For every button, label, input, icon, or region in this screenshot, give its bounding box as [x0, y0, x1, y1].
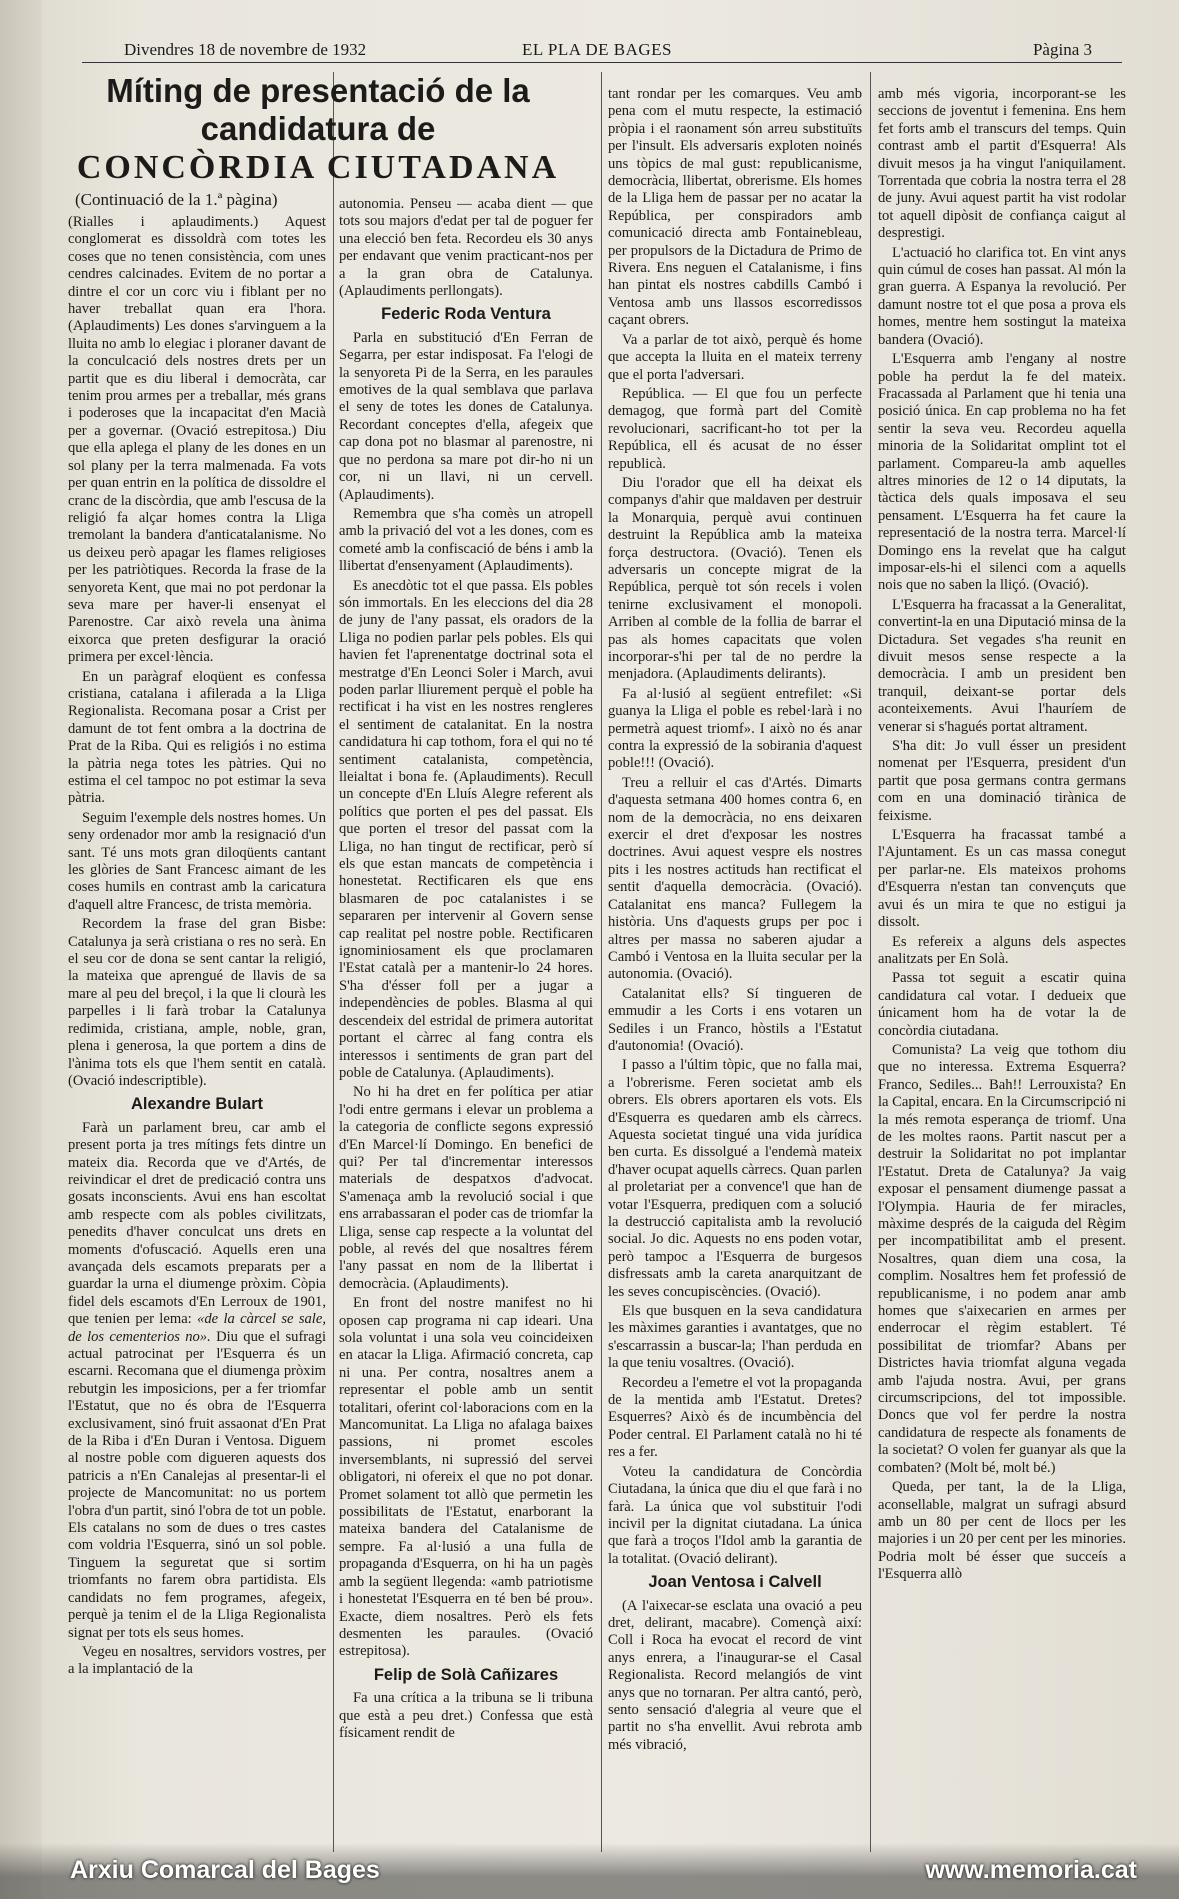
paragraph-text: Farà un parlament breu, car amb el present porta ja tres mítings fets dintre un mateix dia. Recorda que ve d'Artés, de reivindicar el dret de predicació contra uns gosats inconscients. Avui ens han escoltat amb respecte com als pobles civilitzats, penedits d'haver conculcat uns drets en moments d'ofuscació. Aquells eren una avançada dels escamots preparats per a guardar la urna el diumenge pròxim. Còpia fidel dels escamots d'En Lerroux de 1901, que tenien per lema: — [68, 1119, 326, 1328]
paragraph: Diu l'orador que ell ha deixat els companys d'ahir que maldaven per destruir la Monarquia, perquè avui continuen destruint la República amb la mateixa força destructora. (Ovació). Tenen els adversaris un concepte migrat de la República, perquè tot són recels i volen tenirne exclusivament el monopoli. Arriben al comble de la follia de barrar el pas als homes capacitats que volen incorporar-s'hi per tal de no perdre la menjadora. (Aplaudiments delirants). — [608, 474, 862, 683]
header-paper-name: EL PLA DE BAGES — [522, 40, 672, 59]
paragraph: Treu a relluir el cas d'Artés. Dimarts d'aquesta setmana 400 homes contra 6, en nom de la democràcia, no ens deixaren exercir el dret d'exposar les nostres doctrines. Avui aquest vespre els nostres pits i les nostres actituds han rectificat el sentit d'aquella democràcia. (Ovació). Catalanitat ens manca? Fullegem la història. Uns d'aquests grups per poc i altres per massa no saberen ajudar a Cambó i Ventosa en la lluita secular per la autonomia. (Ovació). — [608, 774, 862, 983]
paragraph: (A l'aixecar-se esclata una ovació a peu dret, delirant, macabre). Començà així: Coll i Roca ha evocat el record de vint anys enrera, a l'inaugurar-se el Casal Regionalista. Record melangiós de vint anys que no tornaran. Per altra cantó, però, sento sensació d'alegria al veure que el partit no s'ha envellit. Avui rebrota amb més vibració, — [608, 1597, 862, 1753]
paragraph: Parla en substitució d'En Ferran de Segarra, per estar indisposat. Fa l'elogi de la senyoreta Pi de la Serra, en les paraules emotives de la qual semblava que parlava el seny de totes les dones de Catalunya. Recordant conceptes d'ella, afegeix que cap dona pot no blasmar al parenostre, ni que no perdona sa mare pot dir-ho ni un cor, ni un llavi, ni un cervell. (Aplaudiments). — [339, 329, 593, 503]
paragraph: autonomia. Penseu — acaba dient — que tots sou majors d'edat per tal de poguer fer una elecció ben feta. Recordeu els 30 anys per endavant que venim practicant-nos per a la gran obra de Catalunya. (Aplaudiments perllongats). — [339, 196, 593, 300]
column-rule — [601, 72, 602, 1852]
paragraph: S'ha dit: Jo vull ésser un president nomenat per l'Esquerra, president d'un partit que posa germans contra germans com en una dominació tirànica de feixisme. — [878, 738, 1126, 824]
paragraph: Comunista? La veig que tothom diu que no interessa. Extrema Esquerra? Franco, Sediles... Bah!! Lerrouxista? En la Capital, encara. En la Circumscripció ni la més remota esperança de triomf. Una de les moltes raons. Partit nascut per a destruir la Solidaritat no pot implantar l'Estatut. Dreta de Catalunya? Ja vaig exposar el pensament diumenge passat a l'Olympia. Hauria de fer miracles, màxime després de la caiguda del Règim per incompatibilitat amb el present. Nosaltres, quan diem una cosa, la complim. Nosaltres hem fet professió de republicanisme, i no podem anar amb homes que s'aixecarien en armes per enderrocar el règim establert. Té possibilitat de triomfar? Abans per Districtes havia triomfat alguna vegada amb l'ajuda nostra. Avui, per grans circumscripcions, del tot impossible. Doncs que vol fer perdre la nostra candidatura de respecte als fonaments de la societat? O volen fer guanyar als que la combaten? (Molt bé, molt bé.) — [878, 1041, 1126, 1476]
archive-watermark: Arxiu Comarcal del Bages — [70, 1856, 380, 1884]
paragraph: En un paràgraf eloqüent es confessa cristiana, catalana i afilerada a la Lliga Regionalista. Recomana posar a Crist per damunt de tot fent ombra a la doctrina de Prat de la Riba. Qui es religiós i no estima la pàtria nega totes les pàtries. Qui no estima el cel tampoc no pot estimar la seva pàtria. — [68, 668, 326, 807]
paragraph: I passo a l'últim tòpic, que no falla mai, a l'obrerisme. Feren societat amb els obrers. Els obrers aportaren els vots. Els d'Esquerra es quedaren amb els càrrecs. Aquesta societat tingué una vida jurídica ben curta. Es dissolgué a l'endemà mateix d'haver ocupat aquells càrrecs. Quan parlen al proletariat per a convence'l que han de votar l'Esquerra, prediquen com a solució la destrucció capitalista amb la revolució social. Jo dic. Aquests no ens poden votar, però tampoc a l'Esquerra de burgesos disfressats amb la careta anarquitzant de les seves concupiscències. (Ovació). — [608, 1057, 862, 1300]
paragraph: En front del nostre manifest no hi oposen cap programa ni cap ideari. Una sola voluntat i una sola veu coincideixen en atacar la Lliga. Afirmació concreta, cap ni una. Per contra, nosaltres anem a representar el poble amb un sentit totalitari, oferint col·laboracions com en la Mancomunitat. La Lliga no afalaga baixes passions, ni promet escoles inversemblants, ni supressió del servei obligatori, ni ofereix el que no pot donar. Promet solament tot allò que permetin les possibilitats de l'Estatut, enarborant la mateixa bandera del Catalanisme de sempre. Fa al·lusió a una fulla de propaganda d'Esquerra, on hi ha un pagès amb la següent llegenda: «amb patriotisme i honestetat l'Esquerra en té ben bé prou». Exacte, diem nosaltres. Però els fets desmenten les paraules. (Ovació estrepitosa). — [339, 1295, 593, 1660]
paragraph: No hi ha dret en fer política per atiar l'odi entre germans i elevar un problema a la categoria de conflicte segons expressió d'En Marcel·lí Domingo. En benefici de qui? Per tal d'incrementar interessos materials de despatxos d'advocat. S'amenaça amb la revolució social i que ens arrabassaran el poder cas de triomfar la Lliga, sense cap respecte a la voluntat del poble, al revés del que nosaltres férem l'any passat en nom de la llibertat i democràcia. (Aplaudiments). — [339, 1084, 593, 1292]
headline-line-3: CONCÒRDIA CIUTADANA — [76, 149, 560, 186]
paragraph: Seguim l'exemple dels nostres homes. Un seny ordenador mor amb la resignació d'un sant. Té uns mots gran diloqüents cantant les glòries de Sant Francesc aimant de les coses humils en contrast amb la caricatura d'aquell altre Francesc, de trista memòria. — [68, 809, 326, 913]
paragraph: Els que busquen en la seva candidatura les màximes garanties i avantatges, que no s'escarrassin a buscar-la; l'han perduda en la que teniu vosaltres. (Ovació). — [608, 1303, 862, 1372]
speaker-heading: Alexandre Bulart — [130, 1095, 264, 1114]
paragraph: Va a parlar de tot això, perquè és home que accepta la lluita en el mateix terreny que el porta l'adversari. — [608, 331, 862, 383]
header-date: Divendres 18 de novembre de 1932 — [124, 40, 367, 59]
paragraph: L'Esquerra ha fracassat també a l'Ajuntament. Es un cas massa conegut per parlar-ne. Els mateixos prohoms d'Esquerra n'estan tan convençuts que avui és un mira te que no estigui ja dissolt. — [878, 827, 1126, 931]
page-header — [82, 36, 1122, 63]
paragraph: Recordeu a l'emetre el vot la propaganda de la mentida amb l'Estatut. Dretes? Esquerres? Això és de incumbència del Poder central. El Parlament català no hi té res a fer. — [608, 1374, 862, 1461]
paragraph: Es refereix a alguns dels aspectes analitzats per En Solà. — [878, 933, 1126, 967]
paragraph — [68, 1120, 326, 1642]
paragraph: Catalanitat ells? Sí tingueren de emmudir a les Corts i ens votaren un Sediles i un Franco, hòstils a l'Estatut d'autonomia! (Ovació). — [608, 985, 862, 1054]
paragraph: Remembra que s'ha comès un atropell amb la privació del vot a les dones, com es cometé amb la confiscació de béns i amb la llibertat d'ensenyament (Aplaudiments). — [339, 505, 593, 575]
paragraph-text: Diu que el sufragi actual patrocinat per l'Esquerra és un escarni. Recomana que el diumenga pròxim rebutgin les imposicions, per a fer triomfar l'Estatut, que no és obra de l'Esquerra exclusivament, sinó fruit assaonat d'En Prat de la Riba i d'En Duran i Ventosa. Diguem al nostre poble com digueren aquests dos patricis a n'En Canalejas al presentar-li el projecte de Mancomunitat: no us portem l'obra d'un partit, sinó l'obra de tot un poble. Els catalans no som de dues o tres castes com voldria l'Esquerra, sinó un sol poble. Tinguem la seguretat que si sortim triomfants no farem obra partidista. Els candidats no fem programes, afegeix, perquè ja tenim el de la Lliga Regionalista signat per tots els seus homes. — [68, 1328, 326, 1641]
paragraph: Recordem la frase del gran Bisbe: Catalunya ja serà cristiana o res no serà. En el seu cor de dona se sent cantar la religió, la mateixa que aprengué de llavis de sa mare al peu del breçol, i la que li clourà les parpelles i li farà trobar la Catalunya redimida, cristiana, ample, noble, gran, plena i generosa, la que portem a dins de l'ànima tots els que l'hem sentit en català. (Ovació indescriptible). — [68, 916, 326, 1089]
paragraph: Fa al·lusió al següent entrefilet: «Si guanya la Lliga el poble es rebel·larà i no permetrà aquest triomf». I això no és anar contra la expressió de la sobirania d'aquest poble!!! (Ovació). — [608, 685, 862, 772]
column-rule — [870, 72, 871, 1852]
paragraph: Passa tot seguit a escatir quina candidatura cal votar. I dedueix que únicament hom ha de votar la de concòrdia ciutadana. — [878, 970, 1126, 1039]
column-rule — [333, 72, 334, 1852]
speaker-heading: Joan Ventosa i Calvell — [648, 1573, 822, 1592]
website-watermark: www.memoria.cat — [925, 1856, 1137, 1884]
page-gutter — [0, 0, 42, 1899]
paragraph: L'actuació ho clarifica tot. En vint anys quin cúmul de coses han passat. Al món la gran guerra. A Espanya la revolució. Per damunt nostre tot el que posa a prova els homes, mentre hem sostingut la mateixa bandera (Ovació). — [878, 244, 1126, 348]
watermark-bar — [0, 1843, 1179, 1899]
header-page-number: Pàgina 3 — [1032, 40, 1092, 59]
headline-line-2: candidatura de — [200, 110, 436, 147]
column-3 — [608, 86, 862, 1848]
paragraph: L'Esquerra ha fracassat a la Generalitat, convertint-la en una Diputació minsa de la Dictadura. Set vegades s'ha reunit en divuit mesos sense respecte a la democràcia. I amb un president ben tranquil, deixant-se portar dels aconteixements. Avui l'hauríem de venerar si s'hagués portat altrament. — [878, 596, 1126, 735]
column-4 — [878, 86, 1126, 1848]
column-1 — [68, 74, 326, 1844]
paragraph: Es anecdòtic tot el que passa. Els pobles són immortals. En les eleccions del dia 28 de juny de l'any passat, els oradors de la Lliga no podien parlar pels pobles. Els qui havien fet l'aprenentatge doctrinal sota el mestratge d'En Leonci Soler i March, avui poden parlar lliurement perquè el poble ha rectificat i ha vist en les nostres rengleres el sentiment de catalanitat. En la nostra candidatura hi cap tothom, fora el qui no té sentiment catalanista, competència, lleialtat i bona fe. (Aplaudiments). Recull un concepte d'En Lluís Alegre referent als polítics que porten el pes del passat. Els que porten el tresor del passat com la Lliga, no han tingut de rectificar, però sí els que estan mancats de competència i honestetat. Rectificaren els que ens blasmaren de poc catalanistes i se separaren per intervenir al Govern sense cap realitat pel nostre poble. Rectificaren ignominiosament els que proclamaren l'Estat català per a mantenir-lo 24 hores. S'ha d'ésser foll per a jugar a independències de pobles. Blasma al qui descendeix del estridal de primera autoritat portant el càrrec al fang contra els interessos i sentiments de gran part del poble de Catalunya. (Aplaudiments). — [339, 577, 593, 1081]
speaker-heading: Federic Roda Ventura — [381, 305, 551, 324]
paragraph: L'Esquerra amb l'engany al nostre poble ha perdut la fe del mateix. Fracassada al Parlament que hi tenia una posició única. En cap problema no ha fet sentir la seva veu. Recordeu aquella minoria de la Solidaritat omplint tot el parlament. Compareu-la amb aquelles altres minories de 12 o 14 diputats, la tàctica dels quals imposava el seu pensament. L'Esquerra ha fet caure la representació de la nostra terra. Marcel·lí Domingo ens la revelat que ha calgut imposar-els-hi el silenci com a aquells nois que no saben la lliçó. (Ovació). — [878, 351, 1126, 594]
paragraph: Fa una crítica a la tribuna se li tribuna que està a peu dret.) Confessa que està físicament rendit de — [339, 1690, 593, 1741]
speaker-heading: Felip de Solà Cañizares — [373, 1665, 559, 1684]
quoted-motto: «de la càrcel se sale, de los cementerios no». — [68, 1311, 326, 1345]
paragraph: (Rialles i aplaudiments.) Aquest conglomerat es dissoldrà com totes les coses que no tenen consistència, com unes cendres calcinades. Evitem de no portar a dintre el cor un corc viu i fiblant per no haver treballat quan era l'hora. (Aplaudiments) Les dones s'arvinguem a la lluita no amb lo elegiac i ploraner davant de la conculcació dels nostres drets per un partit que es diu liberal i democràta, car tenim prou armes per a treballar, més grans i poderoses que la incapacitat d'en Macià per a governar. (Ovació estrepitosa.) Diu que ella aplega el plany de les dones en un sol plany per la terra malmenada. Fa vots per quan entrin en la política de dissoldre el cranc de la discòrdia, que amb l'escusa de la religió fa alçar homes contra la Lliga tremolant la bandera d'anticatalanisme. No us deixeu però apagar les flames religioses per les patriòtiques. Recorda la frase de la senyoreta Kent, que mai no pot perdonar la seva mare per haver-li ensenyat el Parenostre. Car això revela una ànima eixorca que preten desfigurar la oració primera per excel·lència. — [68, 214, 326, 666]
paragraph: Vegeu en nosaltres, servidors vostres, per a la implantació de la — [68, 1643, 326, 1678]
column-2 — [339, 196, 593, 1846]
paragraph: Queda, per tant, la de la Lliga, aconsellable, malgrat un sufragi absurd amb un 80 per cent de llocs per les majories i un 20 per cent per les minories. Podria molt bé ésser que succeís a l'Esquerra allò — [878, 1479, 1126, 1583]
paragraph: amb més vigoria, incorporant-se les seccions de joventut i femenina. Ens hem fet forts amb el transcurs del temps. Quin contrast amb el partit d'Esquerra! Als divuit mesos ja ha vingut l'aniquilament. Torrentada que cobria la nostra terra el 28 de juny. Avui aquest partit ha vist rodolar tot aquell dipòsit de confiança caigut al desprestigi. — [878, 86, 1126, 242]
continuation-note: (Continuació de la 1.ª pàgina) — [75, 190, 278, 209]
paragraph: República. — El que fou un perfecte demagog, que formà part del Comitè revolucionari, sacrificant-ho tot per la República, ell és acusat de no ésser republicà. — [608, 385, 862, 472]
headline-line-1: Míting de presentació de la — [106, 72, 530, 109]
paragraph: tant rondar per les comarques. Veu amb pena com el mutu respecte, la estimació pròpia i el raonament són arreu substituïts per l'insult. Els adversaris exploten noinés uns tòpics de mal gust: republicanisme, democràcia, llibertat, obrerisme. Els homes de la Lliga hem de passar per no acatar la República, per conspiradors amb comunicació directa amb Fontainebleau, per propulsors de la Dictadura de Primo de Rivera. Ens neguen el Catalanisme, i fins han pintat els nostres cabdills Cambó i Ventosa amb uns llassos escorredissos caçant obrers. — [608, 86, 862, 329]
paragraph: Voteu la candidatura de Concòrdia Ciutadana, la única que diu el que farà i no farà. La única que vol substituir l'odi incivil per la dignitat ciutadana. La única que farà a troços l'Idol amb la garantia de la totalitat. (Ovació delirant). — [608, 1463, 862, 1567]
